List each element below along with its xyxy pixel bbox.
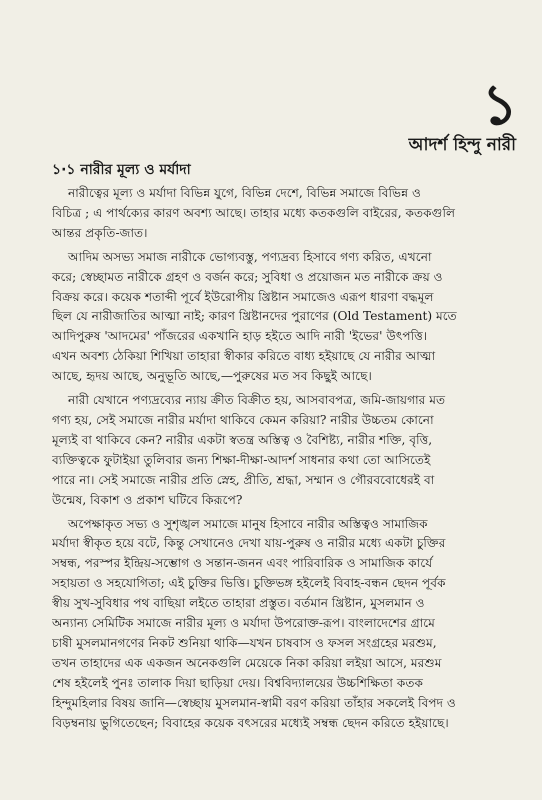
text-line: বিক্রয় করে। কয়েক শতাব্দী পূর্বে ইউরোপীয় খ্রিষ্টান সমাজেও এরূপ ধারণা বদ্ধমূল <box>52 289 434 304</box>
text-line: ব্যক্তিত্বকে ফুটাইয়া তুলিবার জন্য শিক্ষা-দীক্ষা-আদর্শ সাধনার কথা তো আসিতেই <box>52 452 431 467</box>
text-line: মূল্যই বা থাকিবে কেন? নারীর একটা স্বতন্ত্র অস্তিত্ব ও বৈশিষ্ট্য, নারীর শক্তি, বৃত্তি, <box>52 432 433 447</box>
text-line: আদিপুরুষ 'আদমের' পাঁজরের একখানি হাড় হইতে আদি নারী 'ইভের' উৎপত্তি। <box>52 329 428 344</box>
text-line: নারীত্বের মূল্য ও মর্যাদা বিভিন্ন যুগে, বিভিন্ন দেশে, বিভিন্ন সমাজে বিভিন্ন ও <box>68 186 421 200</box>
text-line: অপেক্ষাকৃত সভ্য ও সুশৃঙ্খল সমাজে মানুষ হিসাবে নারীর অস্তিত্বও সামাজিক <box>68 516 428 531</box>
text-line: এখন অবশ্য ঠেকিয়া শিখিয়া তাহারা স্বীকার করিতে বাধ্য হইয়াছে যে নারীর আত্মা <box>52 349 436 364</box>
paragraph-1 <box>52 184 518 244</box>
text-line: করে; স্বেচ্ছামত নারীকে গ্রহণ ও বর্জন করে; সুবিধা ও প্রয়োজন মত নারীকে ক্রয় ও <box>52 269 443 284</box>
text-line: নারী যেখানে পণ্যদ্রব্যের ন্যায় ক্রীত বিক্রীত হয়, আসবাবপত্র, জমি-জায়গার মত <box>68 393 446 408</box>
chapter-title: আদর্শ হিন্দু নারী <box>408 135 516 155</box>
text-line: বিড়ম্বনায় ভুগিতেছেন; বিবাহের কয়েক বৎসরের মধ্যেই সম্বন্ধ ছেদন করিতে হইয়াছে। <box>52 715 449 730</box>
text-line: আছে, হৃদয় আছে, অনুভূতি আছে,—পুরুষের মত সব কিছুই আছে। <box>52 369 372 384</box>
text-line: শেষ হইলেই পুনঃ তালাক দিয়া ছাড়িয়া দেয়। বিশ্ববিদ্যালয়ের উচ্চশিক্ষিতা কতক <box>52 675 424 690</box>
text-line: মর্যাদা স্বীকৃত হয়ে বটে, কিন্তু সেখানেও দেখা যায়-পুরুষ ও নারীর মধ্যে একটা চুক্তির <box>52 536 446 551</box>
body-text <box>52 184 518 737</box>
text-line: বিচিত্র ; এ পার্থক্যের কারণ অবশ্য আছে। তাহার মধ্যে কতকগুলি বাইরের, কতকগুলি <box>52 205 456 220</box>
text-line: সহায়তা ও সহযোগিতা; এই চুক্তির ভিত্তি। চুক্তিভঙ্গ হইলেই বিবাহ-বন্ধন ছেদন পূর্বক <box>52 576 446 591</box>
text-line: চাষী মুসলমানগণের নিকট শুনিয়া থাকি—যখন চাষবাস ও ফসল সংগ্রহের মরশুম, <box>52 635 437 650</box>
text-line: পারে না। সেই সমাজে নারীর প্রতি স্নেহ, প্রীতি, শ্রদ্ধা, সম্মান ও গৌরববোধেরই বা <box>52 472 435 487</box>
text-line: আদিম অসভ্য সমাজ নারীকে ভোগ্যবস্তু, পণ্যদ্রব্য হিসাবে গণ্য করিত, এখনো <box>68 249 432 264</box>
text-line: তখন তাহাদের এক একজন অনেকগুলি মেয়েকে নিকা করিয়া লইয়া আসে, মরশুম <box>52 655 442 670</box>
paragraph-4 <box>52 515 518 734</box>
text-line: আন্তর প্রকৃতি-জাত। <box>52 225 148 240</box>
paragraph-2 <box>52 248 518 387</box>
text-line: সম্বন্ধ, পরস্পর ইন্দ্রিয়-সম্ভোগ ও সন্তান-জনন এবং পারিবারিক ও সামাজিক কার্যে <box>52 556 433 571</box>
text-line: অন্যান্য সেমিটিক সমাজে নারীর মূল্য ও মর্যাদা উপরোক্ত-রূপ। বাংলাদেশের গ্রামে <box>52 616 435 631</box>
text-line: উন্মেষ, বিকাশ ও প্রকাশ ঘটিবে কিরূপে? <box>52 492 243 507</box>
text-line: ছিল যে নারীজাতির আত্মা নাই; কারণ খ্রিষ্টানদের পুরাণের (Old Testament) মতে <box>52 309 457 324</box>
chapter-number: ১ <box>481 73 518 138</box>
text-line: গণ্য হয়, সেই সমাজে নারীর মর্যাদা থাকিবে কেমন করিয়া? নারীর উচ্চতম কোনো <box>52 412 434 427</box>
text-line: হিন্দুমহিলার বিষয় জানি—স্বেচ্ছায় মুসলমান-স্বামী বরণ করিয়া তাঁহার সকলেই বিপদ ও <box>52 695 456 710</box>
paragraph-3 <box>52 391 518 510</box>
text-line: স্বীয় সুখ-সুবিধার পথ বাছিয়া লইতে তাহারা প্রস্তুত। বর্তমান খ্রিষ্টান, মুসলমান ও <box>52 596 425 611</box>
section-heading: ১·১ নারীর মূল্য ও মর্যাদা <box>52 162 191 178</box>
